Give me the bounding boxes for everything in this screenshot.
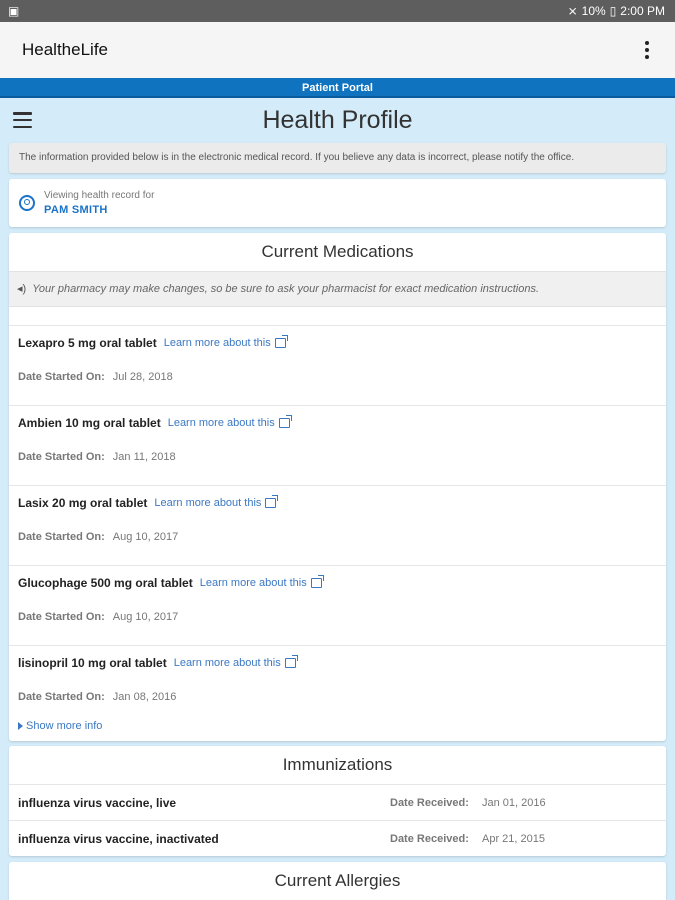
immunizations-card — [9, 746, 666, 856]
learn-more-link[interactable] — [174, 657, 296, 669]
external-link-icon[interactable] — [275, 338, 286, 348]
date-started-label: Date Started On: — [18, 531, 105, 543]
date-started-value: Jan 08, 2016 — [112, 691, 177, 703]
learn-more-label[interactable]: Learn more about this — [154, 497, 262, 509]
caret-right-icon[interactable] — [18, 722, 23, 730]
medications-card — [9, 233, 666, 741]
learn-more-link[interactable] — [200, 577, 322, 589]
status-bar — [0, 0, 675, 22]
date-started-value: Aug 10, 2017 — [112, 531, 179, 543]
external-link-icon[interactable] — [265, 498, 276, 508]
medication-name: Lexapro 5 mg oral tablet — [18, 336, 157, 350]
status-right — [568, 4, 665, 18]
page-title: Health Profile — [262, 105, 413, 134]
medication-item — [9, 326, 666, 406]
allergies-title: Current Allergies — [274, 871, 401, 890]
external-link-icon[interactable] — [279, 418, 290, 428]
date-received-label: Date Received: — [390, 796, 469, 809]
learn-more-label[interactable]: Learn more about this — [199, 577, 307, 589]
date-received-value: Jan 01, 2016 — [482, 796, 546, 809]
date-started-label: Date Started On: — [18, 611, 105, 623]
medication-name: Ambien 10 mg oral tablet — [18, 416, 161, 430]
learn-more-link[interactable] — [154, 497, 276, 509]
portal-banner: Patient Portal — [0, 78, 675, 98]
advice-text: Your pharmacy may make changes, so be sure to ask your pharmacist for exact medication instructions. — [32, 283, 540, 295]
show-more-button[interactable] — [9, 720, 666, 732]
notification-icon: ▣ — [8, 4, 20, 18]
immunization-name: influenza virus vaccine, live — [18, 795, 177, 810]
date-started-value: Jul 28, 2018 — [112, 371, 173, 383]
app-bar — [0, 22, 675, 78]
date-started-label: Date Started On: — [18, 371, 105, 383]
allergies-card — [9, 862, 666, 900]
date-started-value: Jan 11, 2018 — [112, 451, 176, 463]
medication-name: Glucophage 500 mg oral tablet — [18, 576, 193, 590]
viewing-record-card — [9, 179, 666, 227]
immunization-name: influenza virus vaccine, inactivated — [18, 831, 219, 846]
menu-icon[interactable] — [13, 112, 32, 128]
pharmacy-advice — [9, 271, 666, 307]
medication-name: Lasix 20 mg oral tablet — [18, 496, 148, 510]
immunization-row — [9, 784, 666, 820]
clock: 2:00 PM — [620, 4, 665, 18]
date-received-value: Apr 21, 2015 — [482, 832, 545, 845]
person-icon — [19, 195, 35, 211]
page-header — [0, 98, 675, 142]
date-started-label: Date Started On: — [18, 451, 105, 463]
immunizations-title: Immunizations — [282, 755, 393, 774]
info-notice: The information provided below is in the electronic medical record. If you believe any data is incorrect, please notify the office. — [9, 143, 666, 173]
learn-more-label[interactable]: Learn more about this — [173, 657, 281, 669]
medication-name: lisinopril 10 mg oral tablet — [18, 656, 167, 670]
battery-icon: ▯ — [609, 4, 617, 18]
no-sim-icon: ⨯ — [567, 4, 578, 18]
date-started-label: Date Started On: — [18, 691, 105, 703]
medication-item — [9, 566, 666, 646]
viewing-text — [44, 190, 154, 216]
viewing-label: Viewing health record for — [44, 190, 155, 201]
medication-item — [9, 646, 666, 720]
more-vert-icon[interactable] — [639, 38, 655, 62]
learn-more-link[interactable] — [168, 417, 290, 429]
date-started-value: Aug 10, 2017 — [112, 611, 179, 623]
external-link-icon[interactable] — [285, 658, 296, 668]
show-more-label[interactable]: Show more info — [26, 720, 103, 732]
immunization-row — [9, 820, 666, 856]
medication-item — [9, 486, 666, 566]
speaker-icon: ◂) — [17, 283, 27, 295]
learn-more-label[interactable]: Learn more about this — [167, 417, 275, 429]
medication-item — [9, 406, 666, 486]
learn-more-label[interactable]: Learn more about this — [163, 337, 271, 349]
app-title: HealtheLife — [22, 40, 109, 59]
patient-name[interactable]: PAM SMITH — [44, 204, 108, 216]
date-received-label: Date Received: — [390, 832, 469, 845]
learn-more-link[interactable] — [164, 337, 286, 349]
divider — [9, 307, 666, 326]
medications-title: Current Medications — [261, 242, 414, 261]
external-link-icon[interactable] — [311, 578, 322, 588]
battery-level: 10% — [581, 4, 606, 18]
